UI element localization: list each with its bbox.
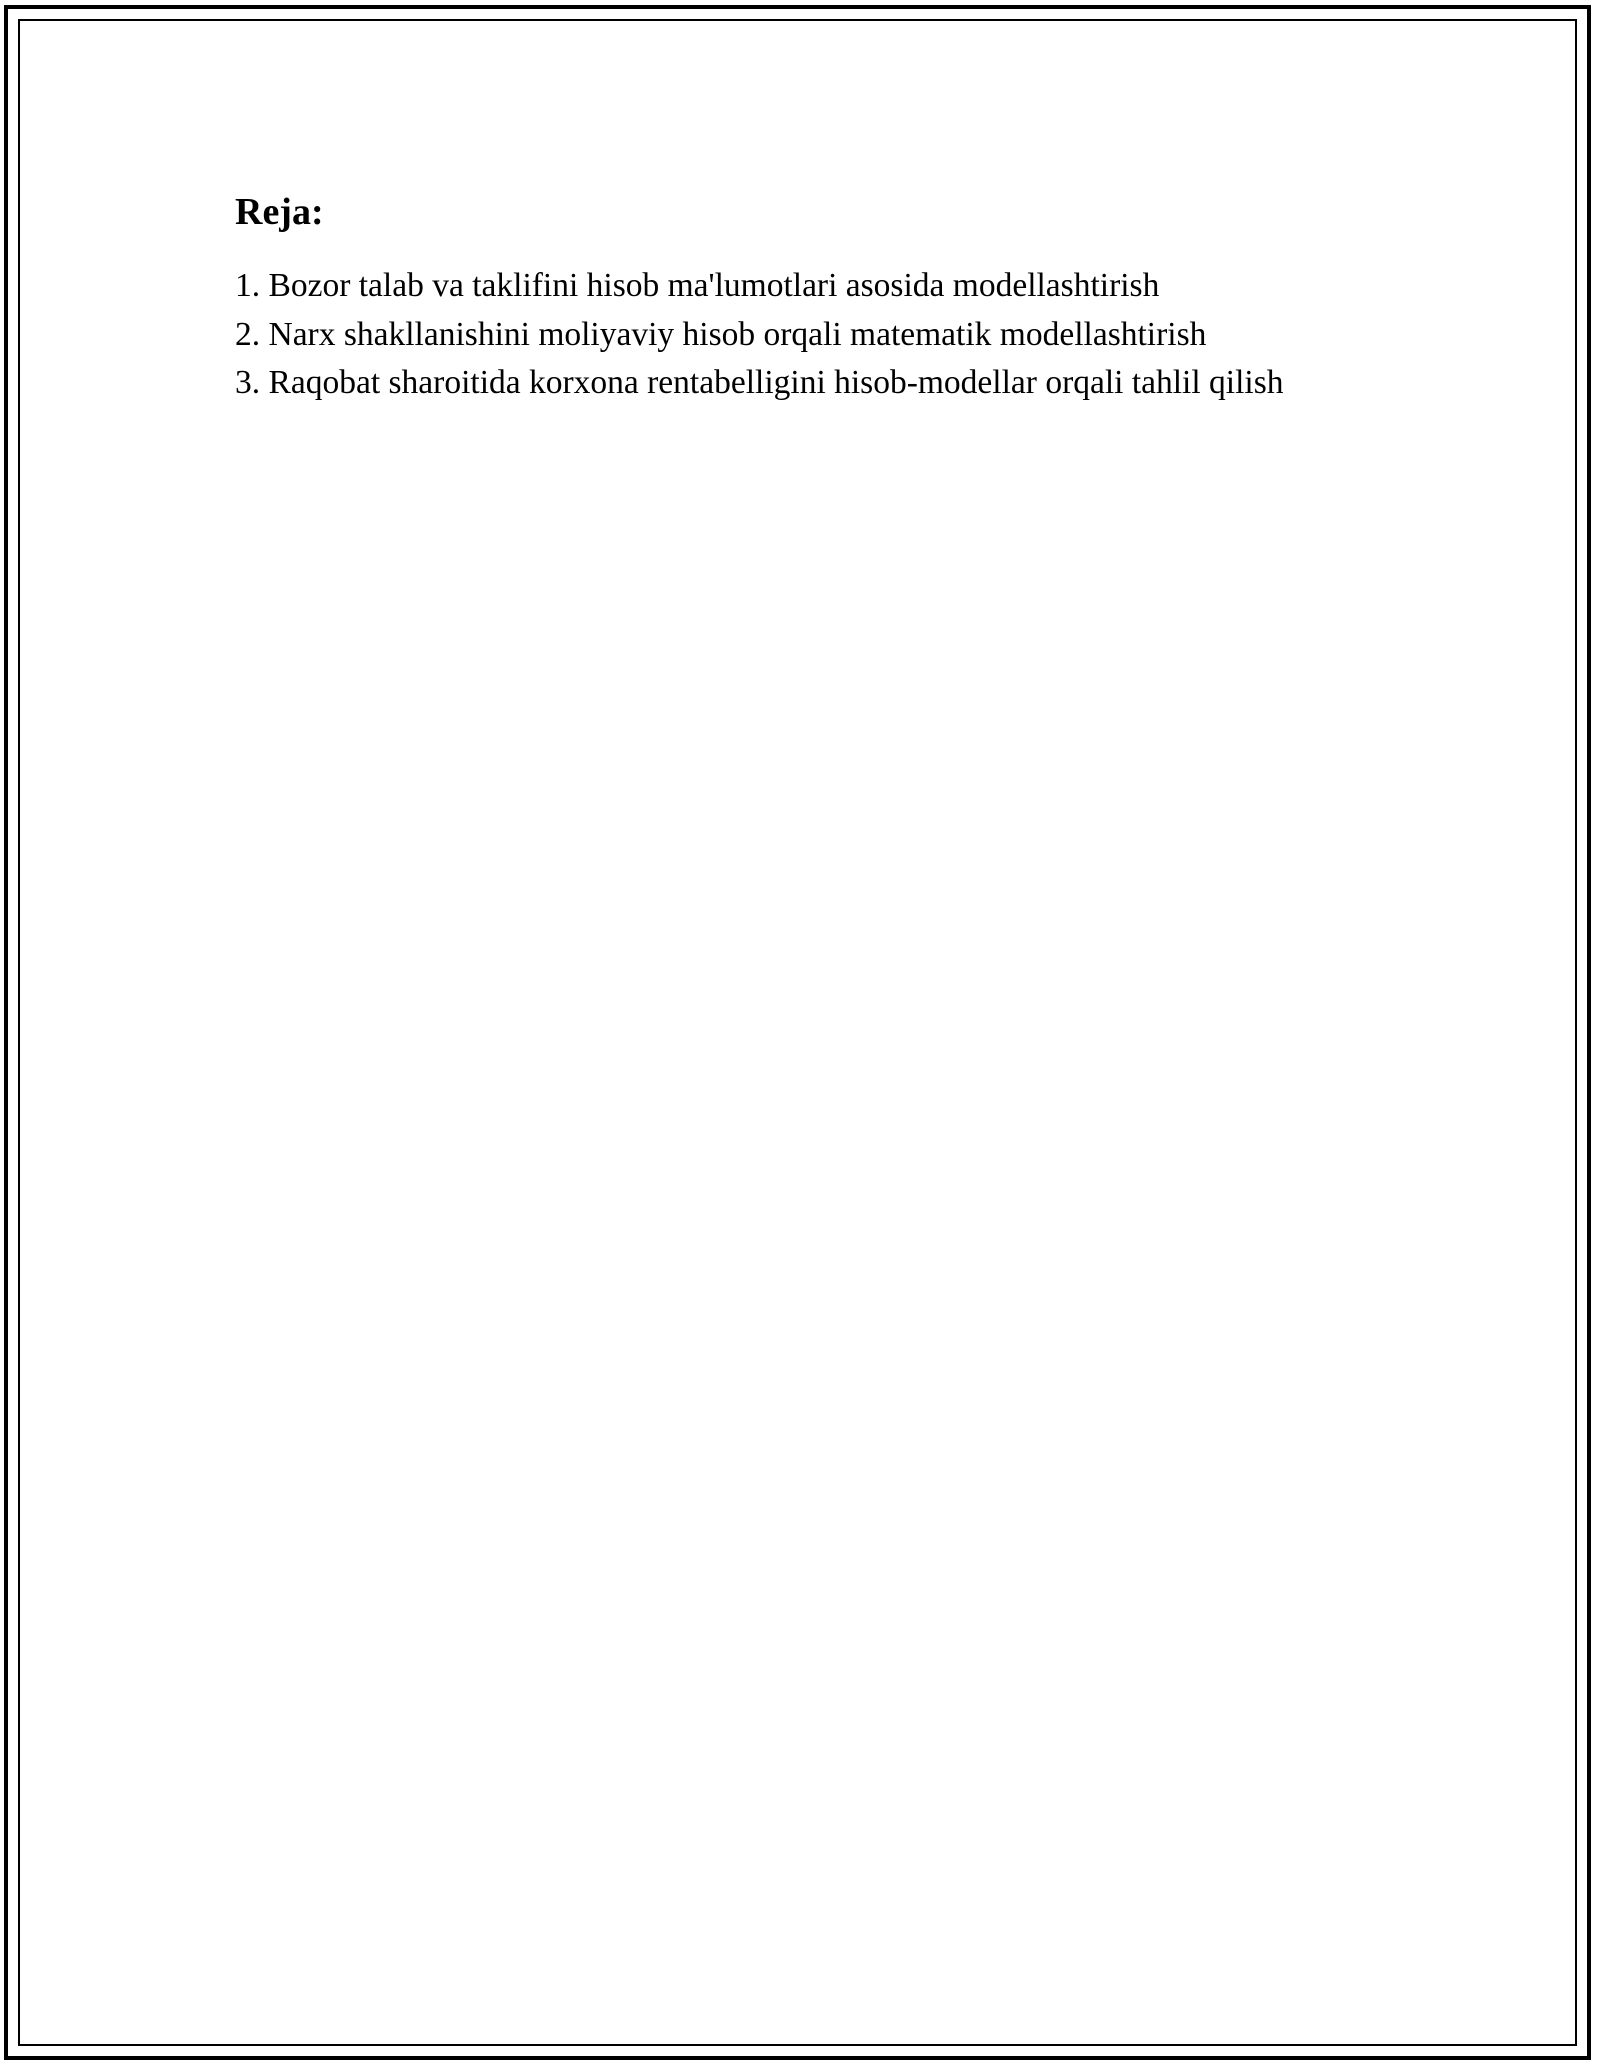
plan-item xyxy=(235,311,1315,360)
plan-list xyxy=(235,262,1315,408)
plan-heading: Reja: xyxy=(235,191,324,233)
plan-item-number: 3. xyxy=(235,364,261,401)
plan-item-text: Raqobat sharoitida korxona rentabelligini hisob-modellar orqali tahlil qilish xyxy=(268,364,1284,401)
plan-item xyxy=(235,262,1315,311)
plan-item-text: Narx shakllanishini moliyaviy hisob orqali matematik modellashtirish xyxy=(268,315,1207,353)
plan-item-number: 1. xyxy=(235,267,261,304)
document-body xyxy=(235,188,1385,408)
plan-item xyxy=(235,359,1315,408)
plan-item-text: Bozor talab va taklifini hisob ma'lumotlari asosida modellashtirish xyxy=(268,267,1160,304)
plan-item-number: 2. xyxy=(235,315,261,353)
